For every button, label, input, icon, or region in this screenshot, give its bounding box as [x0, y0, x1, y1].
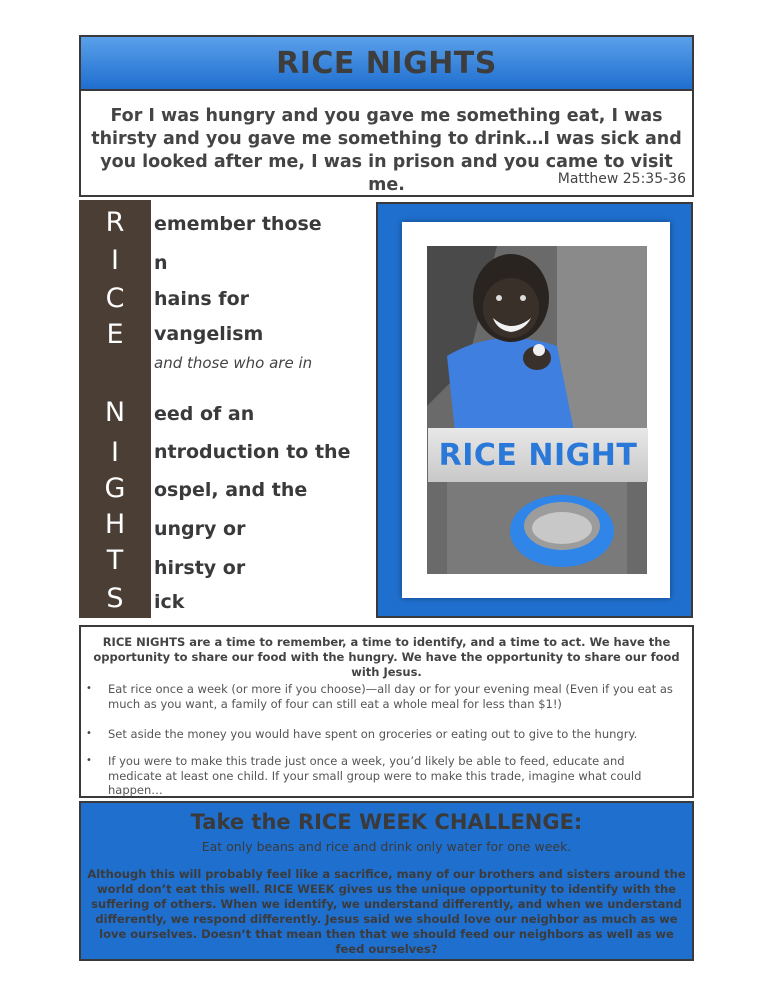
bullet-item: Eat rice once a week (or more if you choose)—all day or for your evening meal (Even if you eat as much as you want, a family of four can still eat a whole meal for less than $1!) [108, 682, 673, 711]
title-banner [79, 35, 694, 89]
acrostic-letter: I [111, 245, 119, 276]
acrostic-letter: S [106, 583, 124, 614]
acrostic-word: ospel, and the [154, 479, 308, 501]
acrostic-letter: R [105, 207, 125, 238]
info-box [79, 625, 694, 798]
scripture-quote-box [79, 89, 694, 197]
photo-caption: RICE NIGHT [428, 428, 648, 482]
challenge-title: Take the RICE WEEK CHALLENGE: [190, 810, 583, 834]
acrostic-column [79, 200, 151, 618]
bullet-item: If you were to make this trade just once a week, you’d likely be able to feed, educate and medicate at least one child. If your small group were to make this trade, imagine what could happen… [108, 754, 642, 797]
child-photo [427, 246, 647, 574]
challenge-body: Although this will probably feel like a sacrifice, many of our brothers and sisters around the world don’t eat this well. RICE WEEK gives us the unique opportunity to identify with the suffering of others. When we identify, we understand differently, and when we understand differently, we respond differently. Jesus said we should love our neighbor as much as we love ourselves. Doesn’t that mean then that we should feed our neighbors as well as we feed ourselves? [87, 867, 686, 956]
photo-frame [402, 222, 670, 598]
page-title: RICE NIGHTS [276, 45, 497, 81]
bullet-marker: • [86, 683, 92, 694]
acrostic-letter: H [104, 509, 126, 540]
acrostic-word: vangelism [154, 323, 264, 345]
child-illustration [427, 246, 647, 574]
acrostic-word: hirsty or [154, 557, 246, 579]
bullet-marker: • [86, 728, 92, 739]
acrostic-letter: C [105, 283, 125, 314]
acrostic-word: ungry or [154, 518, 246, 540]
challenge-box [79, 801, 694, 961]
bullet-item: Set aside the money you would have spent on groceries or eating out to give to the hungry. [108, 727, 638, 741]
challenge-subtitle: Eat only beans and rice and drink only water for one week. [201, 839, 572, 854]
photo-panel [376, 202, 693, 618]
acrostic-word: hains for [154, 288, 249, 310]
acrostic-letter: I [111, 437, 119, 468]
bullet-marker: • [86, 755, 92, 766]
scripture-quote: For I was hungry and you gave me something eat, I was thirsty and you gave me something to drink…I was sick and you looked after me, I was in prison and you came to visit me. [91, 106, 682, 195]
acrostic-word: eed of an [154, 403, 255, 425]
scripture-reference: Matthew 25:35-36 [557, 171, 686, 187]
acrostic-word: n [154, 252, 168, 274]
acrostic-letter: E [106, 319, 124, 350]
acrostic-letter: N [104, 397, 126, 428]
acrostic-letter: T [106, 545, 124, 576]
acrostic-note: and those who are in [154, 354, 313, 372]
acrostic-word: ntroduction to the [154, 441, 351, 463]
info-intro: RICE NIGHTS are a time to remember, a time to identify, and a time to act. We have the opportunity to share our food with the hungry. We have the opportunity to share our food with Jesus. [93, 635, 680, 679]
acrostic-word: emember those [154, 213, 322, 235]
acrostic-letter: G [104, 473, 126, 504]
acrostic-word: ick [154, 591, 185, 613]
